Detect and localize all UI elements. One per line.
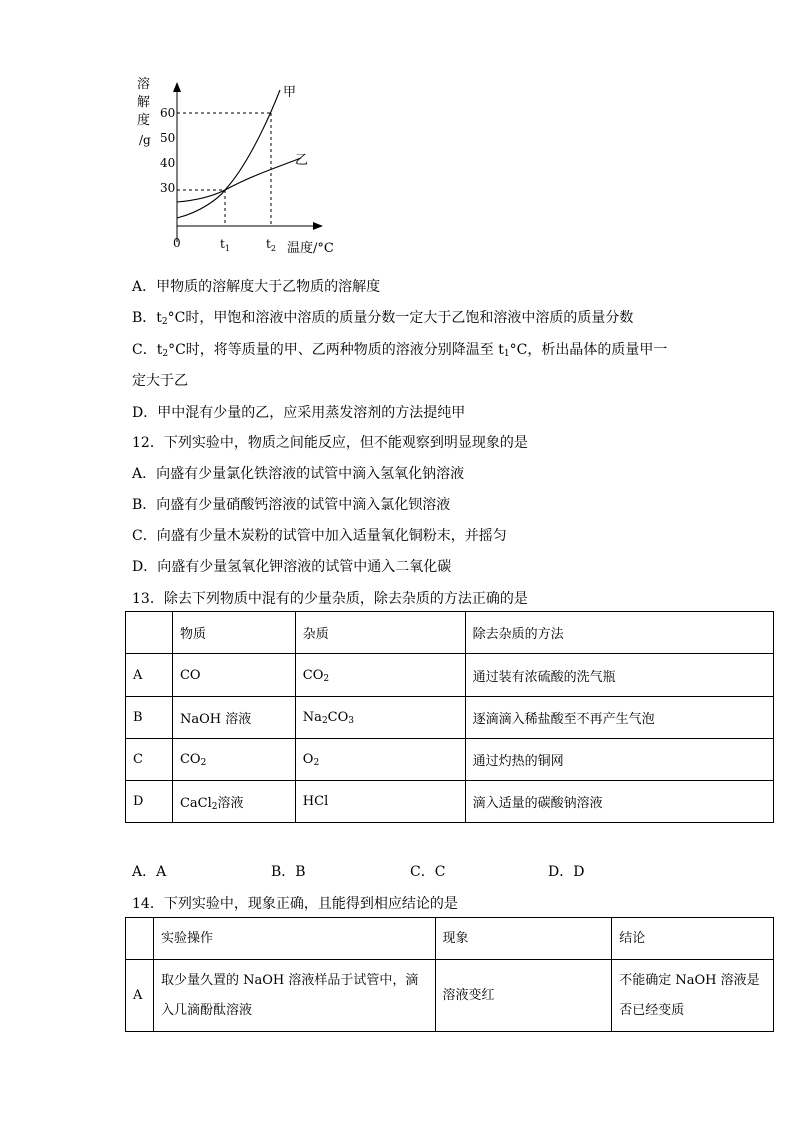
table-header-cell <box>126 918 154 960</box>
table-header-cell: 除去杂质的方法 <box>465 612 773 654</box>
row-label: C <box>126 739 173 781</box>
q11-option-b: B．$t_2^\circ C$时，甲饱和溶液中溶质的质量分数一定大于乙饱和溶液中溶质的质量分数 <box>132 310 634 327</box>
q12-stem: 12．下列实验中，物质之间能反应，但不能观察到明显现象的是 <box>132 435 528 451</box>
substance-cell: CO <box>172 654 295 697</box>
conclusion-line: 不能确定 NaOH 溶液是 <box>619 972 760 988</box>
substance-cell: NaOH 溶液 <box>172 697 295 739</box>
table-row <box>126 960 774 1032</box>
x-tick-t1: $t_1$ <box>220 237 230 253</box>
y-tick-label: 50 <box>160 131 176 145</box>
q13-answer-b: B．B <box>271 864 306 880</box>
x-axis-arrow <box>313 222 323 230</box>
x-axis-label: 温度/°C <box>287 241 334 256</box>
table-row <box>126 697 774 739</box>
substance-cell: $CO_2$ <box>172 739 295 781</box>
q12-option-d: D．向盛有少量氢氧化钾溶液的试管中通入二氧化碳 <box>132 559 452 575</box>
curve-jia <box>177 90 280 218</box>
table-header-cell: 杂质 <box>295 612 465 654</box>
impurity-cell: $Na_2CO_3$ <box>295 697 465 739</box>
method-cell: 滴入适量的碳酸钠溶液 <box>465 781 773 823</box>
table-header-cell: 实验操作 <box>153 918 435 960</box>
row-label: D <box>126 781 173 823</box>
y-tick-label: 60 <box>160 106 176 120</box>
y-tick-label: 40 <box>160 156 176 170</box>
method-cell: 通过灼热的铜网 <box>465 739 773 781</box>
row-label: A <box>126 960 154 1032</box>
y-label-char: 溶 <box>137 77 151 92</box>
row-label: A <box>126 654 173 697</box>
curve-label-jia: 甲 <box>283 85 297 100</box>
q11-option-a: A．甲物质的溶解度大于乙物质的溶解度 <box>132 279 381 295</box>
table-header-row <box>126 612 774 654</box>
impurity-cell: $O_2$ <box>295 739 465 781</box>
q11-option-c: C．$t_2^\circ C$时，将等质量的甲、乙两种物质的溶液分别降温至 $t_1^\circ C$，析出晶体的质量甲一 <box>132 342 668 359</box>
y-label-char: 度 <box>137 113 151 128</box>
q13-stem: 13．除去下列物质中混有的少量杂质，除去杂质的方法正确的是 <box>132 591 528 607</box>
method-cell: 逐滴滴入稀盐酸至不再产生气泡 <box>465 697 773 739</box>
y-tick-label: 30 <box>160 181 176 195</box>
table-header-cell: 结论 <box>612 918 774 960</box>
table-row <box>126 781 774 823</box>
impurity-cell: $CO_2$ <box>295 654 465 697</box>
operation-line: 取少量久置的 NaOH 溶液样品于试管中，滴 <box>160 972 419 988</box>
conclusion-line: 否已经变质 <box>619 1002 685 1018</box>
q12-option-b: B．向盛有少量硝酸钙溶液的试管中滴入氯化钡溶液 <box>132 497 451 513</box>
phenomenon-cell: 溶液变红 <box>435 960 612 1032</box>
curve-yi <box>177 158 301 202</box>
solubility-graph <box>125 72 350 262</box>
substance-cell: CaCl$_2$溶液 <box>172 781 295 823</box>
table-row <box>126 739 774 781</box>
table-header-cell: 物质 <box>172 612 295 654</box>
q11-option-c-cont: 定大于乙 <box>132 373 188 389</box>
x-tick-t2: $t_2$ <box>266 237 276 253</box>
q13-table <box>125 611 774 823</box>
table-header-cell <box>126 612 173 654</box>
q11-option-d: D．甲中混有少量的乙，应采用蒸发溶剂的方法提纯甲 <box>132 405 466 421</box>
y-label-char: /g <box>139 133 151 147</box>
origin-label: 0 <box>173 236 181 250</box>
table-header-cell: 现象 <box>435 918 612 960</box>
q14-table <box>125 917 774 1032</box>
method-cell: 通过装有浓硫酸的洗气瓶 <box>465 654 773 697</box>
q12-option-c: C．向盛有少量木炭粉的试管中加入适量氧化铜粉末，并摇匀 <box>132 528 507 544</box>
q13-answer-a: A．A <box>132 864 167 880</box>
table-row <box>126 654 774 697</box>
row-label: B <box>126 697 173 739</box>
q14-stem: 14．下列实验中，现象正确，且能得到相应结论的是 <box>132 896 458 912</box>
table-header-row <box>126 918 774 960</box>
y-label-char: 解 <box>137 95 151 110</box>
q13-answer-c: C．C <box>410 864 446 880</box>
curve-label-yi: 乙 <box>295 153 309 168</box>
y-axis-arrow <box>173 82 181 92</box>
q12-option-a: A．向盛有少量氯化铁溶液的试管中滴入氢氧化钠溶液 <box>132 466 465 482</box>
operation-line: 入几滴酚酞溶液 <box>160 1002 252 1018</box>
impurity-cell: HCl <box>295 781 465 823</box>
conclusion-cell <box>612 960 774 1032</box>
q13-answer-d: D．D <box>548 864 585 880</box>
operation-cell <box>153 960 435 1032</box>
